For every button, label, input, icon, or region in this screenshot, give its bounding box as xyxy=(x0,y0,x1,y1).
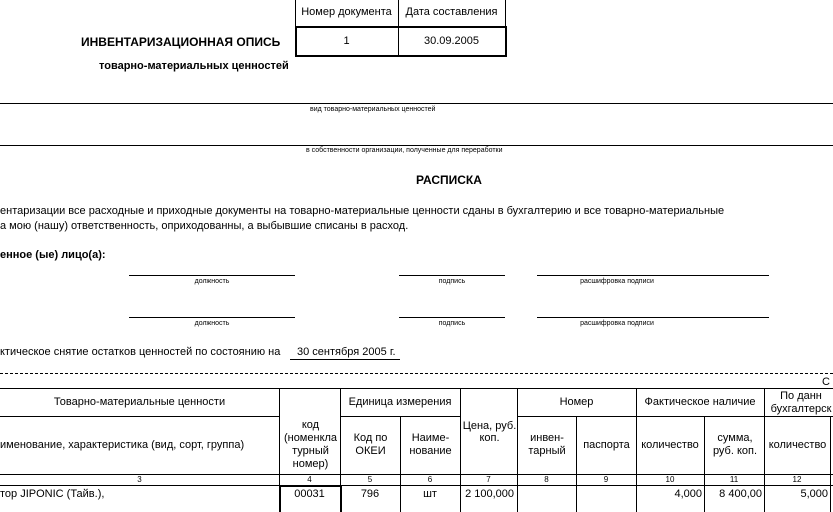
col-sum: сумма, руб. коп. xyxy=(712,432,758,457)
caption-kind: вид товарно-материальных ценностей xyxy=(310,106,436,113)
colnum-4: 4 xyxy=(307,475,312,484)
sig2-signature-line xyxy=(399,317,505,318)
col-unit-name: Наиме- нование xyxy=(409,432,452,457)
header-price: Цена, руб. коп. xyxy=(462,420,517,444)
colnum-11: 11 xyxy=(729,475,739,484)
header-number: Номер xyxy=(559,395,594,408)
row-price: 2 100,000 xyxy=(465,488,514,500)
sig1-position-caption: должность xyxy=(194,278,230,285)
header-actual: Фактическое наличие xyxy=(644,395,756,408)
ownership-divider xyxy=(0,145,833,146)
colnum-8: 8 xyxy=(544,475,549,484)
row-code: 00031 xyxy=(294,488,325,500)
row-sum: 8 400,00 xyxy=(719,488,762,500)
sig1-decode-caption: расшифровка подписи xyxy=(580,278,654,285)
doc-date-value: 30.09.2005 xyxy=(423,35,480,47)
receipt-heading: РАСПИСКА xyxy=(416,173,482,187)
balance-date: 30 сентября 2005 г. xyxy=(297,346,396,358)
header-accounting: По данн бухгалтерск xyxy=(770,389,832,415)
colnum-12: 12 xyxy=(792,475,802,484)
row-quantity-2: 5,000 xyxy=(800,488,828,500)
document-subtitle: товарно-материальных ценностей xyxy=(99,60,289,72)
balance-text: ктическое снятие остатков ценностей по состоянию на xyxy=(0,346,281,358)
sig2-signature-caption: подпись xyxy=(438,320,466,327)
sig2-position-line xyxy=(129,317,295,318)
row-unit: шт xyxy=(423,488,437,500)
receipt-line-2: а мою (нашу) ответственность, оприходованны, а выбывшие списаны в расход. xyxy=(0,220,409,232)
doc-meta-box xyxy=(295,0,505,56)
sig1-signature-line xyxy=(399,275,505,276)
row-name: тор JIPONIC (Тайв.), xyxy=(0,488,105,500)
corner-fragment: С xyxy=(822,376,830,388)
sig2-decode-line xyxy=(537,317,769,318)
col-inventory: инвен- тарный xyxy=(528,432,566,457)
col-code: код (номенкла турный номер) xyxy=(283,419,338,470)
kind-divider xyxy=(0,103,833,104)
colnum-6: 6 xyxy=(427,475,433,484)
sig1-signature-caption: подпись xyxy=(438,278,466,285)
caption-ownership: в собственности организации, полученные для переработки xyxy=(306,147,503,154)
header-unit: Единица измерения xyxy=(348,395,452,408)
doc-date-label: Дата составления xyxy=(405,6,498,18)
colnum-5: 5 xyxy=(367,475,373,484)
col-name: именование, характеристика (вид, сорт, группа) xyxy=(0,438,245,451)
balance-date-underline xyxy=(290,359,400,360)
row-okei: 796 xyxy=(360,488,380,500)
colnum-10: 10 xyxy=(665,475,675,484)
col-quantity: количество xyxy=(641,438,699,451)
inventory-table xyxy=(0,388,833,512)
doc-number-label: Номер документа xyxy=(301,6,392,18)
colnum-3: 3 xyxy=(137,475,142,484)
row-quantity: 4,000 xyxy=(674,488,702,500)
colnum-7: 7 xyxy=(486,475,491,484)
responsible-label: енное (ые) лицо(а): xyxy=(0,249,106,261)
receipt-line-1: ентаризации все расходные и приходные документы на товарно-материальные ценности сданы в бухгалтерию и все товарно-материальные xyxy=(0,205,725,217)
doc-number-value: 1 xyxy=(343,35,350,47)
colnum-9: 9 xyxy=(603,475,609,484)
col-okei: Код по ОКЕИ xyxy=(353,432,388,457)
sig2-decode-caption: расшифровка подписи xyxy=(580,320,654,327)
sig1-position-line xyxy=(129,275,295,276)
cut-line xyxy=(0,373,833,374)
document-title: ИНВЕНТАРИЗАЦИОННАЯ ОПИСЬ xyxy=(81,35,281,49)
sig1-decode-line xyxy=(537,275,769,276)
sig2-position-caption: должность xyxy=(194,320,230,327)
col-quantity-2: количество xyxy=(768,438,827,451)
col-passport: паспорта xyxy=(583,438,630,451)
header-goods: Товарно-материальные ценности xyxy=(53,395,226,408)
